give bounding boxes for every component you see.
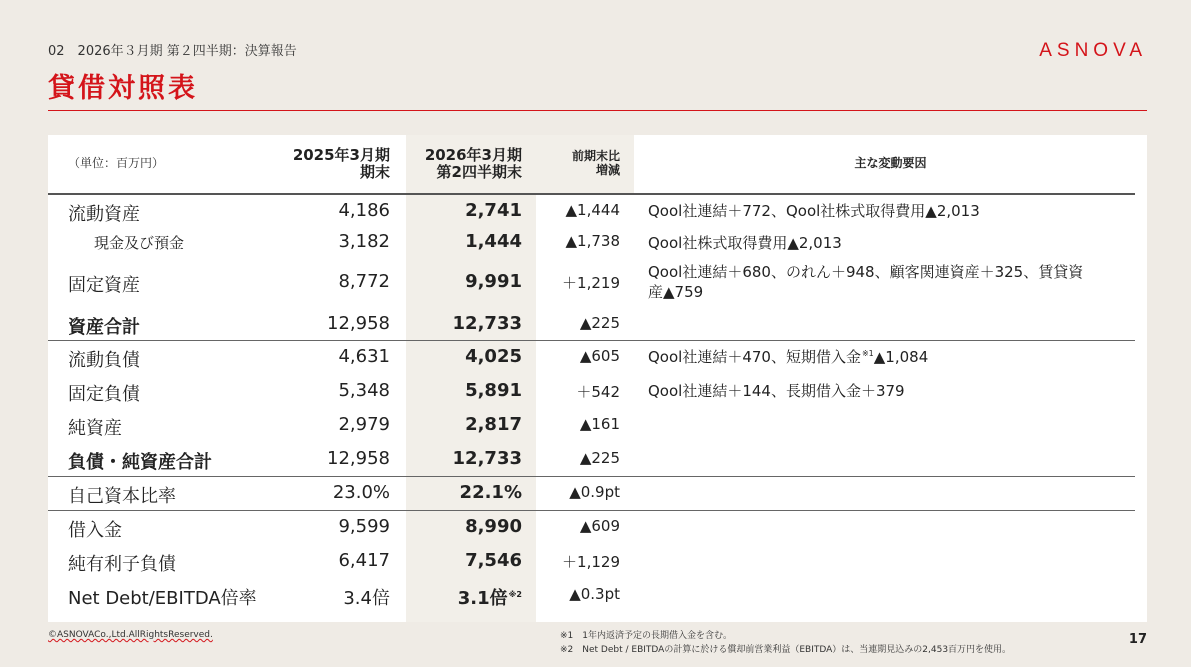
title-divider (48, 110, 1147, 111)
current-value: 12,733 (452, 313, 522, 334)
header-change (536, 135, 620, 193)
header-current-period-text: 2026年3月期 第2四半期末 (424, 145, 522, 181)
change-value: ▲0.9pt (569, 483, 620, 501)
prior-value: 5,348 (338, 380, 390, 401)
row-label: 固定負債 (68, 384, 140, 405)
change-value: ▲1,444 (565, 201, 620, 219)
row-label: 負債・純資産合計 (68, 452, 212, 473)
prior-value: 23.0% (332, 482, 390, 503)
current-value: 2,741 (465, 200, 522, 221)
company-logo: ASNOVA (1039, 40, 1147, 61)
row-label: 流動資産 (68, 204, 140, 225)
header-prior-period (278, 135, 390, 193)
prior-value: 6,417 (338, 550, 390, 571)
section-divider (48, 510, 1135, 511)
footnote-2: ※2 Net Debt / EBITDAの計算に於ける償却前営業利益（EBITDA）は、当連期見込みの2,453百万円を使用。 (560, 645, 1012, 655)
current-value: 9,991 (465, 271, 522, 292)
row-label: 自己資本比率 (68, 486, 176, 507)
page-title: 貸借対照表 (48, 73, 198, 104)
section-divider (48, 340, 1135, 341)
footnote-ref-2: ※2 (508, 590, 522, 599)
change-reason-text: Qool社連結＋470、短期借入金 (648, 348, 861, 366)
current-value-text: 3.1倍 (457, 588, 508, 609)
current-value: 5,891 (465, 380, 522, 401)
change-value: ▲225 (579, 449, 620, 467)
prior-value: 2,979 (338, 414, 390, 435)
prior-value: 4,631 (338, 346, 390, 367)
row-label: Net Debt/EBITDA倍率 (68, 588, 257, 609)
prior-value: 9,599 (338, 516, 390, 537)
change-reason: Qool社連結＋680、のれん＋948、顧客関連資産＋325、賃貸資産▲759 (648, 263, 1084, 301)
prior-value: 12,958 (327, 313, 390, 334)
change-value: ＋1,219 (562, 274, 620, 292)
change-reason-amount: ▲1,084 (873, 348, 929, 366)
current-value: 22.1% (459, 482, 522, 503)
row-label: 借入金 (68, 520, 122, 541)
row-label: 資産合計 (68, 317, 140, 338)
header-current-period (406, 135, 522, 193)
change-value: ▲1,738 (565, 232, 620, 250)
current-value: 12,733 (452, 448, 522, 469)
prior-value: 4,186 (338, 200, 390, 221)
unit-label: （単位：百万円） (68, 156, 165, 171)
row-label: 純資産 (68, 418, 122, 439)
change-value: ▲609 (579, 517, 620, 535)
row-label: 現金及び預金 (94, 234, 185, 252)
change-reason: Qool社株式取得費用▲2,013 (648, 234, 842, 252)
section-divider (48, 476, 1135, 477)
change-reason: Qool社連結＋144、長期借入金＋379 (648, 382, 905, 400)
change-reason: Qool社連結＋772、Qool社株式取得費用▲2,013 (648, 202, 980, 220)
current-value: 4,025 (465, 346, 522, 367)
prior-value: 3.4倍 (343, 588, 390, 609)
change-value: ▲225 (579, 314, 620, 332)
footnote-ref-1: ※1 (861, 349, 874, 358)
balance-sheet-table (48, 135, 1147, 622)
footnote-1: ※1 1年内返済予定の長期借入金を含む。 (560, 631, 732, 641)
current-value: 7,546 (465, 550, 522, 571)
change-value: ▲0.3pt (569, 585, 620, 603)
row-label: 純有利子負債 (68, 554, 176, 575)
header-prior-period-text: 2025年3月期 期末 (292, 145, 390, 181)
page-number: 17 (1128, 632, 1147, 647)
prior-value: 3,182 (338, 231, 390, 252)
change-value: ＋1,129 (562, 553, 620, 571)
change-value: ＋542 (576, 383, 620, 401)
copyright: ©ASNOVACo.,Ltd.AllRightsReserved. (48, 630, 213, 640)
current-value (406, 584, 522, 610)
row-label: 流動負債 (68, 350, 140, 371)
current-value: 8,990 (465, 516, 522, 537)
header-reasons: 主な変動要因 (854, 156, 927, 171)
header-change-text: 前期末比 増減 (571, 149, 620, 177)
row-label: 固定資産 (68, 275, 140, 296)
current-value: 2,817 (465, 414, 522, 435)
change-reason (648, 348, 928, 368)
current-value: 1,444 (465, 231, 522, 252)
breadcrumb: 02 2026年３月期 第２四半期：決算報告 (48, 44, 297, 59)
prior-value: 12,958 (327, 448, 390, 469)
header-divider (48, 193, 1135, 195)
change-value: ▲605 (579, 347, 620, 365)
prior-value: 8,772 (338, 271, 390, 292)
change-value: ▲161 (579, 415, 620, 433)
